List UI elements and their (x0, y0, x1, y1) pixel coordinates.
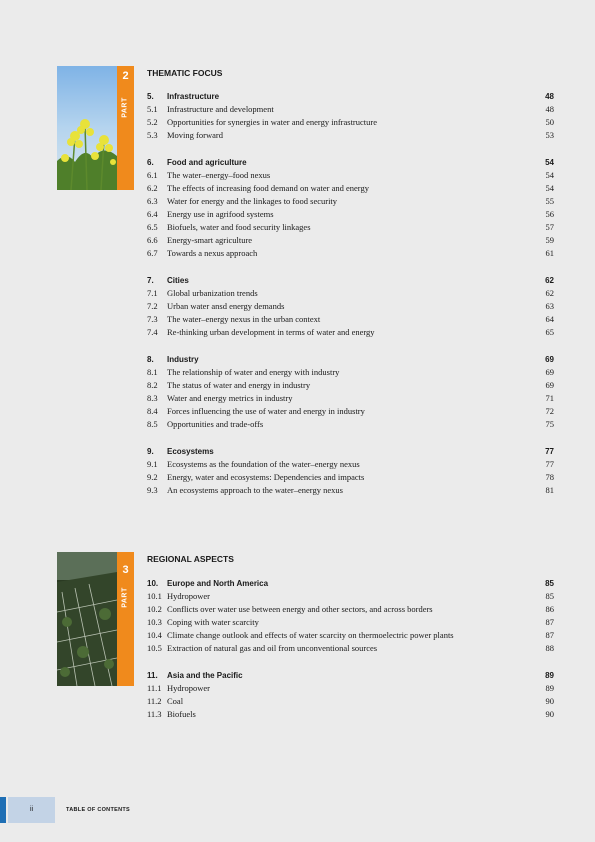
toc-number: 9.1 (147, 459, 158, 469)
toc-chapter (147, 445, 554, 497)
toc-number: 6. (147, 158, 154, 167)
toc-title: Food and agriculture (167, 158, 247, 167)
toc-page-number: 81 (545, 485, 554, 495)
toc-chapter (147, 90, 554, 142)
toc-page-number: 72 (545, 406, 554, 416)
toc-entry[interactable] (147, 300, 554, 313)
toc-chapter-heading[interactable] (147, 274, 554, 287)
toc-page-number: 54 (545, 170, 554, 180)
toc-title: Climate change outlook and effects of water scarcity on thermoelectric power plants (167, 630, 454, 640)
toc-title: Ecosystems as the foundation of the water–energy nexus (167, 459, 360, 469)
toc-entry[interactable] (147, 642, 554, 655)
toc-title: The status of water and energy in industry (167, 380, 311, 390)
toc-entry[interactable] (147, 247, 554, 260)
toc-page-number: 90 (545, 709, 554, 719)
toc-number: 10. (147, 579, 159, 588)
toc-title: Opportunities for synergies in water and energy infrastructure (167, 117, 377, 127)
toc-title: Industry (167, 355, 199, 364)
toc-page-number: 87 (545, 617, 554, 627)
toc-entry[interactable] (147, 287, 554, 300)
toc-number: 10.1 (147, 591, 162, 601)
toc-number: 8.4 (147, 406, 158, 416)
toc-page-number: 71 (545, 393, 554, 403)
toc-page-number: 48 (545, 104, 554, 114)
toc-title: Urban water ansd energy demands (167, 301, 285, 311)
toc-page-number: 87 (545, 630, 554, 640)
toc-title: Forces influencing the use of water and energy in industry (167, 406, 365, 416)
toc-title: The water–energy nexus in the urban context (167, 314, 321, 324)
toc-page-number: 62 (545, 276, 554, 285)
toc-number: 11. (147, 671, 158, 680)
toc-number: 5.3 (147, 130, 158, 140)
toc-entry[interactable] (147, 208, 554, 221)
toc-number: 11.1 (147, 683, 162, 693)
toc-number: 5. (147, 92, 154, 101)
toc-page-number: 62 (545, 288, 554, 298)
toc-entry[interactable] (147, 708, 554, 721)
toc-chapter (147, 577, 554, 655)
toc-page-number: 86 (545, 604, 554, 614)
toc-page-number: 88 (545, 643, 554, 653)
toc-number: 6.4 (147, 209, 158, 219)
toc-chapter-heading[interactable] (147, 90, 554, 103)
toc-page-number: 85 (545, 579, 554, 588)
part3-number: 3 (122, 564, 129, 576)
toc-chapter-heading[interactable] (147, 577, 554, 590)
toc-chapter (147, 669, 554, 721)
toc-page-number: 61 (545, 248, 554, 258)
footer-label: TABLE OF CONTENTS (66, 807, 130, 813)
toc-entry[interactable] (147, 182, 554, 195)
toc-number: 10.3 (147, 617, 162, 627)
section-title-regional-aspects: REGIONAL ASPECTS (147, 554, 234, 564)
toc-number: 5.1 (147, 104, 158, 114)
toc-page-number: 69 (545, 355, 554, 364)
toc-page-number: 89 (545, 671, 554, 680)
toc-page-number: 63 (545, 301, 554, 311)
toc-title: Towards a nexus approach (167, 248, 258, 258)
toc-title: Coal (167, 696, 184, 706)
toc-chapter-heading[interactable] (147, 445, 554, 458)
toc-page-number: 56 (545, 209, 554, 219)
toc-page-number: 75 (545, 419, 554, 429)
toc-entry[interactable] (147, 366, 554, 379)
toc-number: 6.7 (147, 248, 158, 258)
toc-title: Biofuels, water and food security linkages (167, 222, 311, 232)
toc-number: 7.2 (147, 301, 158, 311)
toc-title: Hydropower (167, 591, 210, 601)
toc-title: Re-thinking urban development in terms of water and energy (167, 327, 375, 337)
toc-entry[interactable] (147, 629, 554, 642)
toc-entry[interactable] (147, 129, 554, 142)
toc-page-number: 90 (545, 696, 554, 706)
toc-title: Cities (167, 276, 189, 285)
toc-number: 10.5 (147, 643, 162, 653)
toc-entry[interactable] (147, 471, 554, 484)
toc-title: Infrastructure and development (167, 104, 274, 114)
toc-title: Global urbanization trends (167, 288, 258, 298)
toc-entry[interactable] (147, 379, 554, 392)
toc-entry[interactable] (147, 616, 554, 629)
toc-page-number: 78 (545, 472, 554, 482)
toc-number: 7. (147, 276, 154, 285)
toc-number: 8. (147, 355, 154, 364)
toc-entry[interactable] (147, 418, 554, 431)
toc-page-number: 69 (545, 367, 554, 377)
toc-number: 10.2 (147, 604, 162, 614)
toc-title: Conflicts over water use between energy and other sectors, and across borders (167, 604, 433, 614)
toc-chapter (147, 274, 554, 339)
toc-entry[interactable] (147, 169, 554, 182)
toc-entry[interactable] (147, 458, 554, 471)
part2-bar (117, 66, 134, 190)
toc-number: 8.2 (147, 380, 158, 390)
toc-number: 11.3 (147, 709, 162, 719)
toc-entry[interactable] (147, 195, 554, 208)
toc-title: The water–energy–food nexus (167, 170, 271, 180)
toc-entry[interactable] (147, 392, 554, 405)
toc-title: Infrastructure (167, 92, 220, 101)
toc-number: 7.4 (147, 327, 158, 337)
toc-entry[interactable] (147, 682, 554, 695)
toc-page-number: 55 (545, 196, 554, 206)
toc-page-number: 64 (545, 314, 554, 324)
toc-title: Moving forward (167, 130, 223, 140)
toc-chapter-heading[interactable] (147, 669, 554, 682)
toc-number: 6.2 (147, 183, 158, 193)
toc-title: Water for energy and the linkages to food security (167, 196, 338, 206)
toc-title: An ecosystems approach to the water–energy nexus (167, 485, 343, 495)
toc-title: The relationship of water and energy with industry (167, 367, 340, 377)
toc-number: 7.3 (147, 314, 158, 324)
toc-page-number: 85 (545, 591, 554, 601)
toc-number: 5.2 (147, 117, 158, 127)
toc-chapter-heading[interactable] (147, 353, 554, 366)
toc-number: 10.4 (147, 630, 162, 640)
toc-title: Ecosystems (167, 447, 214, 456)
toc-page-number: 54 (545, 158, 554, 167)
toc-entry[interactable] (147, 590, 554, 603)
toc-chapter-heading[interactable] (147, 156, 554, 169)
toc-number: 11.2 (147, 696, 162, 706)
toc-entry[interactable] (147, 405, 554, 418)
toc-title: Water and energy metrics in industry (167, 393, 293, 403)
toc-title: Energy, water and ecosystems: Dependencies and impacts (167, 472, 365, 482)
toc-entry[interactable] (147, 484, 554, 497)
part2-number: 2 (122, 70, 129, 82)
toc-title: Coping with water scarcity (167, 617, 259, 627)
toc-title: Extraction of natural gas and oil from unconventional sources (167, 643, 378, 653)
footer-accent-bar (0, 797, 6, 823)
toc-title: Biofuels (167, 709, 196, 719)
toc-title: Opportunities and trade-offs (167, 419, 264, 429)
toc-number: 9. (147, 447, 154, 456)
toc-page-number: 65 (545, 327, 554, 337)
toc-title: Europe and North America (167, 579, 269, 588)
toc-title: The effects of increasing food demand on water and energy (167, 183, 369, 193)
toc-number: 9.3 (147, 485, 158, 495)
toc-page-number: 50 (545, 117, 554, 127)
part3-word: PART (121, 587, 129, 608)
footer-page-number: ii (8, 797, 55, 823)
toc-entry[interactable] (147, 695, 554, 708)
toc-number: 6.6 (147, 235, 158, 245)
toc-page-number: 54 (545, 183, 554, 193)
toc-page-number: 77 (545, 459, 554, 469)
toc-page-number: 69 (545, 380, 554, 390)
toc-page-number: 77 (545, 447, 554, 456)
toc-number: 6.3 (147, 196, 158, 206)
toc-entry[interactable] (147, 221, 554, 234)
toc-number: 8.3 (147, 393, 158, 403)
toc-number: 6.5 (147, 222, 158, 232)
toc-page-number: 59 (545, 235, 554, 245)
toc-number: 8.1 (147, 367, 158, 377)
toc-entry[interactable] (147, 313, 554, 326)
toc-number: 9.2 (147, 472, 158, 482)
part3-photo (57, 552, 117, 676)
toc-title: Energy-smart agriculture (167, 235, 253, 245)
toc-title: Hydropower (167, 683, 210, 693)
toc-title: Energy use in agrifood systems (167, 209, 274, 219)
toc-page-number: 48 (545, 92, 554, 101)
toc-entry[interactable] (147, 234, 554, 247)
toc-page-number: 89 (545, 683, 554, 693)
toc-number: 8.5 (147, 419, 158, 429)
section-title-thematic-focus: THEMATIC FOCUS (147, 68, 223, 78)
toc-chapter (147, 156, 554, 260)
toc-entry[interactable] (147, 603, 554, 616)
toc-page-number: 53 (545, 130, 554, 140)
toc-entry[interactable] (147, 103, 554, 116)
toc-title: Asia and the Pacific (167, 671, 243, 680)
part3-bar (117, 552, 134, 686)
toc-entry[interactable] (147, 326, 554, 339)
part2-word: PART (121, 97, 129, 118)
toc-entry[interactable] (147, 116, 554, 129)
toc-chapter (147, 353, 554, 431)
part2-photo (57, 66, 117, 190)
toc-number: 6.1 (147, 170, 158, 180)
toc-number: 7.1 (147, 288, 158, 298)
toc-page-number: 57 (545, 222, 554, 232)
